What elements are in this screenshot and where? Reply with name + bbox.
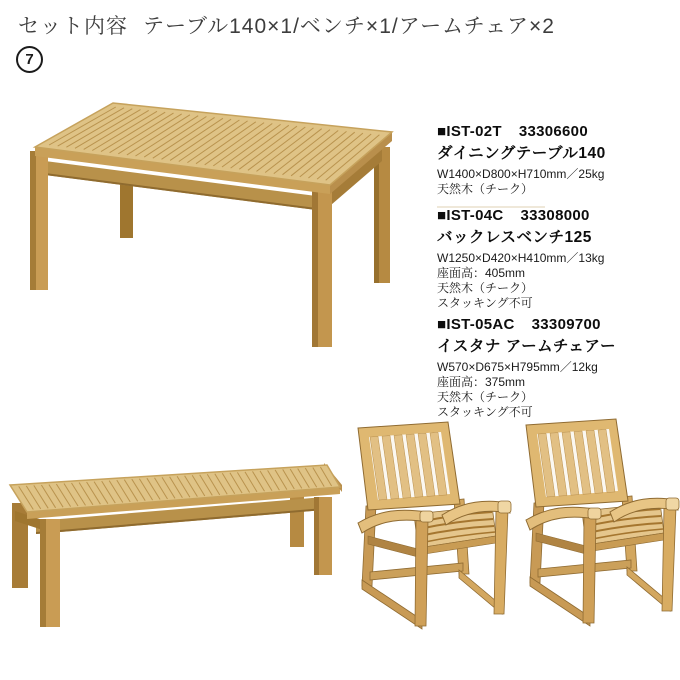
product-block-bench bbox=[437, 207, 679, 311]
item-number-text: 7 bbox=[25, 51, 34, 68]
product-code: IST-05AC bbox=[446, 316, 515, 333]
product-specs bbox=[437, 251, 679, 311]
item-number-badge bbox=[16, 46, 43, 73]
product-item-number: 33309700 bbox=[531, 316, 601, 333]
product-code-line bbox=[437, 316, 679, 333]
product-specs bbox=[437, 360, 679, 420]
product-spec-line: W1250×D420×H410mm／13kg bbox=[437, 251, 605, 265]
product-spec-line: W1400×D800×H710mm／25kg bbox=[437, 167, 605, 181]
product-bullet-square: ■ bbox=[437, 207, 447, 224]
product-name: イスタナ アームチェアー bbox=[437, 338, 616, 355]
product-name: バックレスベンチ125 bbox=[437, 229, 592, 246]
product-spec-line: スタッキング不可 bbox=[437, 296, 533, 310]
product-code: IST-02T bbox=[446, 123, 502, 140]
product-bullet-square: ■ bbox=[437, 123, 447, 140]
table-image bbox=[12, 85, 412, 375]
product-spec-line: 座面高：375mm bbox=[437, 375, 526, 389]
product-spec-line: スタッキング不可 bbox=[437, 405, 533, 419]
product-item-number: 33306600 bbox=[518, 123, 588, 140]
set-contents-text: テーブル140×1/ベンチ×1/アームチェア×2 bbox=[143, 15, 555, 38]
product-block-armchair bbox=[437, 316, 679, 420]
set-label: セット内容 bbox=[18, 15, 128, 38]
bench-image bbox=[2, 435, 347, 635]
product-specs bbox=[437, 167, 679, 197]
product-spec-line: 天然木（チーク） bbox=[437, 281, 534, 295]
product-item-number: 33308000 bbox=[520, 207, 590, 224]
product-spec-line: W570×D675×H795mm／12kg bbox=[437, 360, 598, 374]
set-contents-header bbox=[18, 10, 555, 40]
product-spec-line: 天然木（チーク） bbox=[437, 390, 534, 404]
product-bullet-square: ■ bbox=[437, 316, 447, 333]
product-name: ダイニングテーブル140 bbox=[437, 145, 606, 162]
product-code: IST-04C bbox=[446, 207, 504, 224]
armchair-image-2 bbox=[510, 417, 680, 629]
product-code-line bbox=[437, 207, 679, 224]
product-block-table bbox=[437, 123, 679, 208]
armchair-image-1 bbox=[342, 420, 514, 632]
product-spec-line: 座面高：405mm bbox=[437, 266, 526, 280]
product-code-line bbox=[437, 123, 679, 140]
product-spec-line: 天然木（チーク） bbox=[437, 182, 534, 196]
